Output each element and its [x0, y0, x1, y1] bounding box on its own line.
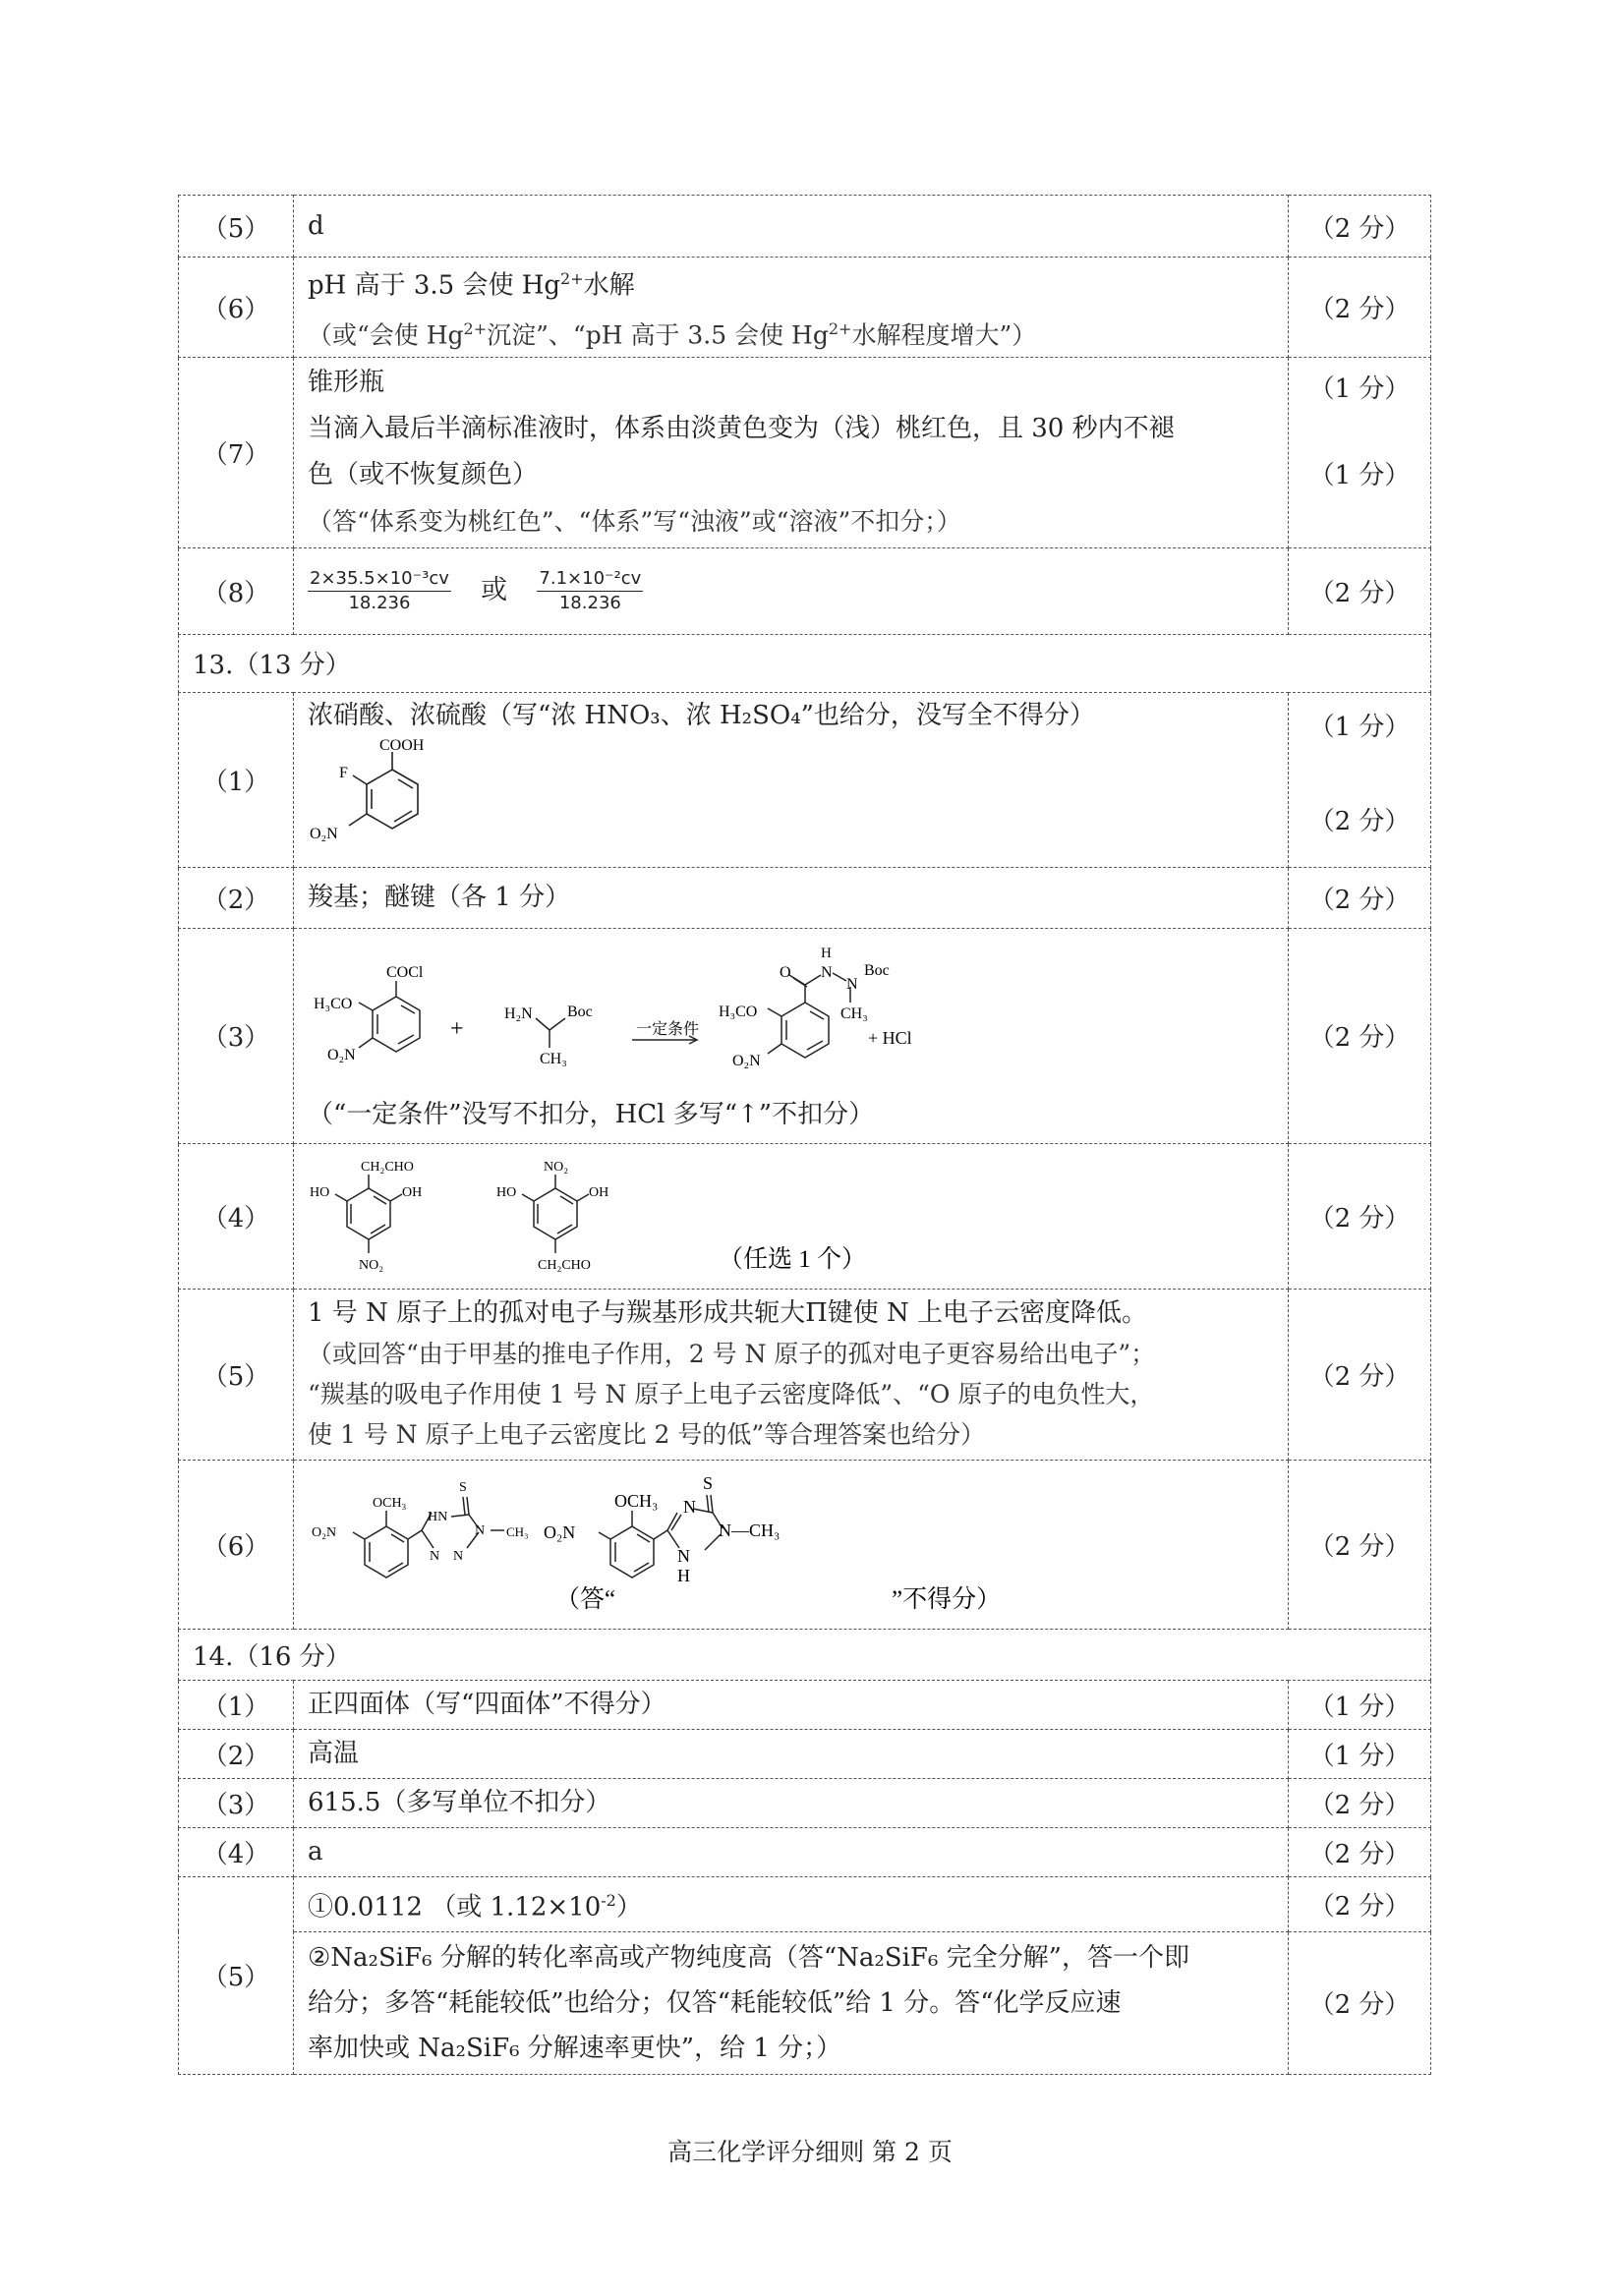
- answer-text: 羧基；醚键（各 1 分）: [294, 867, 1289, 928]
- item-number: （5）: [179, 196, 294, 258]
- ho-label: HO: [310, 1185, 330, 1201]
- or-text: 或: [481, 574, 508, 605]
- answer-text: a: [294, 1827, 1289, 1876]
- answer-cell: [294, 1289, 1289, 1460]
- n-label: N: [453, 1549, 464, 1565]
- answer-text: 率加快或 Na₂SiF₆ 分解速率更快”，给 1 分；）: [308, 2033, 842, 2063]
- answer-text: pH 高于 3.5 会使 $Hg^{2+}$水解: [308, 269, 635, 301]
- alternative-note: （或“会使 $Hg^{2+}$沉淀”、“pH 高于 3.5 会使 $Hg^{2+}$水解程度增大”）: [308, 318, 1037, 349]
- choose-one-note: （任选 1 个）: [719, 1246, 867, 1274]
- no2-label: NO₂: [359, 1258, 384, 1274]
- section-title: 13.（13 分）: [179, 634, 1431, 692]
- score: （2 分）: [1289, 258, 1431, 358]
- h3co-label: H₃CO: [719, 1003, 758, 1020]
- boc-label: Boc: [567, 1003, 593, 1020]
- table-row: [179, 692, 1431, 867]
- table-row: [179, 928, 1431, 1143]
- answer-cell: [294, 1460, 1289, 1629]
- section-title: 14.（16 分）: [179, 1629, 1431, 1680]
- table-row: [179, 1876, 1431, 1931]
- h2n-label: H₂N: [504, 1004, 533, 1022]
- answer-text: 浓硝酸、浓硫酸（写“浓 HNO₃、浓 H₂SO₄”也给分，没写全不得分）: [308, 700, 1095, 730]
- score: （2 分）: [1289, 928, 1431, 1143]
- h3co-label: H₃CO: [314, 995, 353, 1012]
- score: （2 分）: [1289, 1289, 1431, 1460]
- item-number: （6）: [179, 258, 294, 358]
- s-label: S: [459, 1480, 467, 1496]
- score: （1 分）: [1289, 1680, 1431, 1729]
- n-ch3-label: N—CH₃: [719, 1521, 781, 1541]
- table-row: [179, 1680, 1431, 1729]
- score: （2 分）: [1289, 867, 1431, 928]
- item-number: （5）: [179, 1289, 294, 1460]
- n-label: N: [846, 975, 858, 993]
- hcl-label: + HCl: [868, 1027, 912, 1048]
- f-label: F: [339, 764, 348, 781]
- n-label: N: [430, 1549, 440, 1565]
- ch2cho-label: CH₂CHO: [538, 1258, 591, 1274]
- item-number: （2）: [179, 1729, 294, 1778]
- ch2cho-label: CH₂CHO: [361, 1160, 414, 1176]
- item-number: （4）: [179, 1827, 294, 1876]
- answer-cell: [294, 357, 1289, 547]
- fraction-expression: $\frac{\text{7.1×10⁻²cv}}{18.236}$: [539, 568, 642, 614]
- och3-label: OCH₃: [614, 1491, 659, 1512]
- grading-note: （答“体系变为桃红色”、“体系”写“浊液”或“溶液”不扣分；）: [308, 507, 961, 537]
- table-row: [179, 196, 1431, 258]
- score: （2 分）: [1289, 1460, 1431, 1629]
- grading-table: [178, 195, 1431, 2075]
- h-label: H: [677, 1566, 690, 1586]
- n-label: N: [683, 1497, 696, 1518]
- table-row: [179, 1289, 1431, 1460]
- no2-label: NO₂: [544, 1160, 569, 1176]
- answer-text: 给分；多答“耗能较低”也给分；仅答“耗能较低”给 1 分。答“化学反应速: [308, 1987, 1122, 2018]
- table-row: [179, 547, 1431, 634]
- n-label: N: [821, 963, 833, 981]
- condition-label: 一定条件: [636, 1020, 700, 1038]
- answer-text: 正四面体（写“四面体”不得分）: [294, 1680, 1289, 1729]
- item-number: （5）: [179, 1876, 294, 2074]
- ch3-label: CH₃: [840, 1004, 868, 1022]
- alternative-note: （或回答“由于甲基的推电子作用，2 号 N 原子的孤对电子更容易给出电子”；: [308, 1340, 1156, 1369]
- page-footer: 高三化学评分细则 第 2 页: [667, 2138, 953, 2166]
- score: （2 分）: [1289, 196, 1431, 258]
- plus-sign: +: [450, 1015, 464, 1042]
- ho-label: HO: [496, 1185, 517, 1201]
- note-right: ”不得分）: [892, 1586, 1002, 1614]
- score: （2 分）: [1308, 806, 1411, 836]
- no2-label: O₂N: [327, 1046, 356, 1063]
- score: （2 分）: [1289, 1931, 1431, 2074]
- answer-cell: [294, 258, 1289, 358]
- answer-text: d: [294, 196, 1289, 258]
- item-number: （4）: [179, 1143, 294, 1289]
- item-number: （7）: [179, 357, 294, 547]
- och3-label: OCH₃: [373, 1496, 407, 1512]
- table-row: [179, 1729, 1431, 1778]
- answer-text: 615.5（多写单位不扣分）: [294, 1778, 1289, 1827]
- score: （2 分）: [1289, 1143, 1431, 1289]
- oh-label: OH: [589, 1185, 609, 1201]
- answer-cell: [294, 1143, 1289, 1289]
- no2-label: O₂N: [544, 1522, 576, 1543]
- item-number: （6）: [179, 1460, 294, 1629]
- answer-cell: [294, 1931, 1289, 2074]
- isomer-structures: [308, 1149, 897, 1283]
- table-row: [179, 258, 1431, 358]
- answer-text: 高温: [294, 1729, 1289, 1778]
- n-label: N: [677, 1546, 690, 1567]
- o-label: O: [780, 963, 791, 981]
- ch3-label: CH₃: [506, 1524, 529, 1540]
- section-header-row: [179, 1629, 1431, 1680]
- no2-label: O₂N: [310, 825, 338, 842]
- no2-label: O₂N: [312, 1525, 337, 1541]
- score-cell: [1289, 357, 1431, 547]
- cooh-label: COOH: [379, 736, 425, 754]
- grading-note: （“一定条件”没写不扣分，HCl 多写“↑”不扣分）: [308, 1099, 875, 1129]
- oh-label: OH: [402, 1185, 423, 1201]
- score-cell: [1289, 692, 1431, 867]
- score: （1 分）: [1308, 712, 1411, 742]
- table-row: [179, 1827, 1431, 1876]
- table-row: [179, 1931, 1431, 2074]
- item-number: （2）: [179, 867, 294, 928]
- answer-cell: [294, 928, 1289, 1143]
- table-row: [179, 1460, 1431, 1629]
- n-label: N: [475, 1523, 486, 1539]
- boc-label: Boc: [864, 961, 890, 979]
- score: （1 分）: [1308, 373, 1411, 404]
- ch3-label: CH₃: [540, 1050, 567, 1067]
- score: （2 分）: [1289, 1778, 1431, 1827]
- section-header-row: [179, 634, 1431, 692]
- answer-text: 锥形瓶: [308, 368, 385, 398]
- note-left: （答“: [555, 1586, 616, 1614]
- alternative-note: 使 1 号 N 原子上电子云密度比 2 号的低”等合理答案也给分）: [308, 1420, 986, 1450]
- no2-label: O₂N: [732, 1052, 761, 1069]
- s-label: S: [703, 1473, 714, 1494]
- answer-text: 色（或不恢复颜色）: [308, 460, 539, 490]
- reaction-equation: [308, 938, 996, 1095]
- h-label: H: [821, 945, 832, 961]
- item-number: （3）: [179, 928, 294, 1143]
- cocl-label: COCl: [386, 963, 424, 981]
- hn-label: HN: [428, 1510, 448, 1525]
- alternative-note: “羰基的吸电子作用使 1 号 N 原子上电子云密度降低”、“O 原子的电负性大，: [308, 1380, 1155, 1409]
- score: （2 分）: [1289, 1827, 1431, 1876]
- item-number: （8）: [179, 547, 294, 634]
- table-row: [179, 867, 1431, 928]
- answer-text: 当滴入最后半滴标准液时，体系由淡黄色变为（浅）桃红色，且 30 秒内不褪: [308, 414, 1175, 444]
- answer-cell: [294, 692, 1289, 867]
- score: （2 分）: [1289, 547, 1431, 634]
- answer-cell: [294, 547, 1289, 634]
- item-number: （1）: [179, 692, 294, 867]
- table-row: [179, 357, 1431, 547]
- table-row: [179, 1778, 1431, 1827]
- item-number: （1）: [179, 1680, 294, 1729]
- nitro-fluorobenzoic-acid-structure: [308, 738, 504, 856]
- score: （1 分）: [1308, 460, 1411, 490]
- answer-text: ②Na₂SiF₆ 分解的转化率高或产物纯度高（答“Na₂SiF₆ 完全分解”，答一个即: [308, 1942, 1189, 1973]
- answer-text: 1 号 N 原子上的孤对电子与羰基形成共轭大Π键使 N 上电子云密度降低。: [308, 1298, 1148, 1329]
- score: （2 分）: [1289, 1876, 1431, 1931]
- table-row: [179, 1143, 1431, 1289]
- triazole-thione-structures: [308, 1465, 1002, 1623]
- answer-text: ①0.0112 （或 $1.12\times 10^{-2}$）: [294, 1876, 1289, 1931]
- score: （1 分）: [1289, 1729, 1431, 1778]
- item-number: （3）: [179, 1778, 294, 1827]
- fraction-expression: $\frac{\text{2×35.5×10⁻³cv}}{18.236}$: [310, 568, 449, 614]
